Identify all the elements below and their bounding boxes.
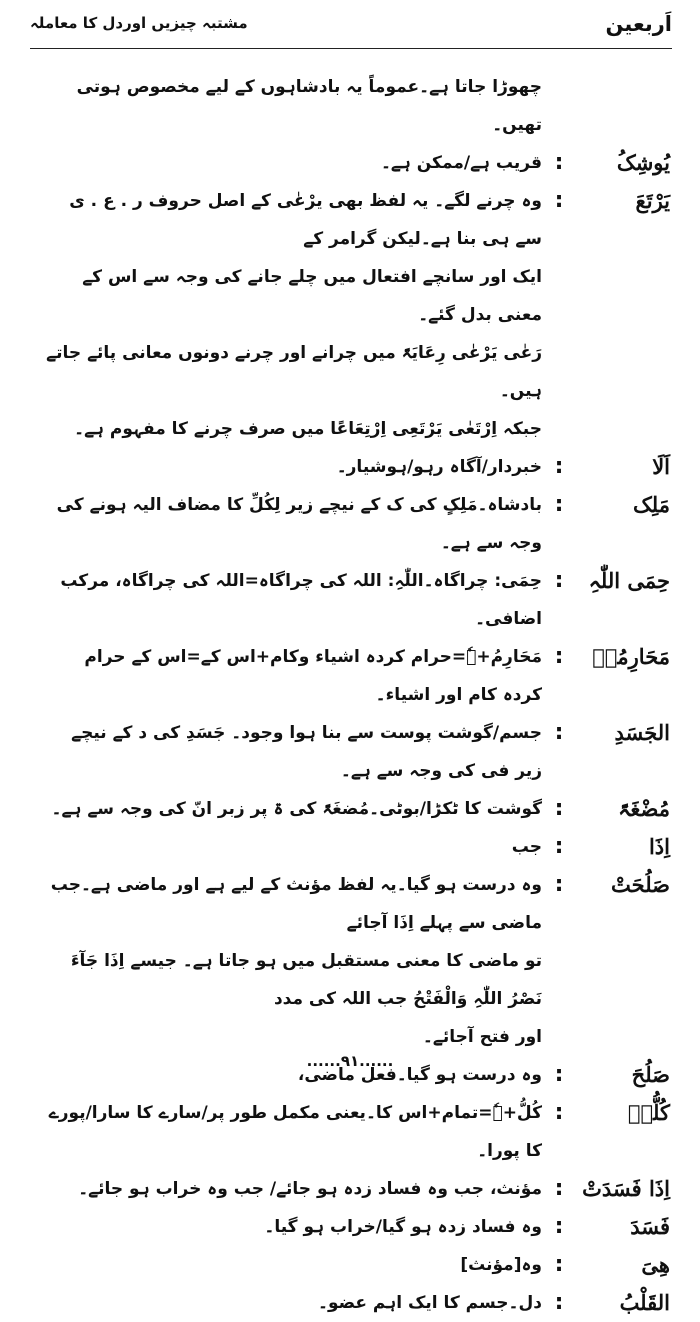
glossary-entry	[40, 866, 670, 1056]
glossary-term: صَلُحَ	[631, 1062, 670, 1087]
glossary-term: صَلُحَتْ	[611, 872, 670, 897]
definition-line: حِمَی: چراگاہ۔اللّٰہِ: اللہ کی چراگاہ=اللہ کی چراگاہ، مرکب اضافی۔	[60, 571, 542, 629]
glossary-definition	[40, 182, 542, 448]
glossary-term: اِذَا	[648, 834, 670, 859]
definition-line: وہ فساد زدہ ہو گیا/خراب ہو گیا۔	[264, 1217, 542, 1237]
definition-line: رَعٰی یَرْعٰی رِعَایَۃً میں چرانے اور چرنے دونوں معانی پائے جاتے ہیں۔	[46, 343, 542, 401]
glossary-entry	[40, 486, 670, 562]
glossary-term: حِمَی اللّٰہِ	[588, 568, 670, 593]
glossary-term: یَرْتَعَ	[635, 188, 670, 213]
definition-line: جبکہ اِرْتَعٰی یَرْتَعِی اِرْتِعَاعًا میں صرف چرنے کا مفہوم ہے۔	[74, 419, 542, 439]
term-separator: :	[554, 1252, 564, 1277]
glossary-entry	[40, 144, 670, 182]
definition-line: وہ چرنے لگے۔ یہ لفظ بھی یرْعٰی کے اصل حروف ر . ع . ی سے ہی بنا ہے۔لیکن گرامر کے	[69, 191, 542, 249]
glossary-definition	[40, 1246, 542, 1284]
glossary-definition	[40, 1284, 542, 1322]
glossary-definition	[40, 866, 542, 1056]
glossary-term: مَحَارِمُہٗ	[592, 644, 670, 669]
glossary-entry	[40, 1246, 670, 1284]
definition-line: بادشاہ۔مَلِکٍ کی ک کے نیچے زیر لِکُلِّ کا مضاف الیہ ہونے کی وجہ سے ہے۔	[56, 495, 542, 553]
definition-line: گوشت کا ٹکڑا/بوٹی۔مُضغَۃً کی ۃ پر زبر انّ کی وجہ سے ہے۔	[51, 799, 542, 819]
glossary-definition	[40, 562, 542, 638]
glossary-term: القَلْبُ	[619, 1290, 670, 1315]
glossary-term: فَسَدَ	[630, 1214, 670, 1239]
glossary-definition	[40, 144, 542, 182]
book-title: اَربعین	[605, 12, 672, 36]
term-separator: :	[554, 492, 564, 517]
term-separator: :	[554, 872, 564, 897]
term-separator: :	[554, 568, 564, 593]
glossary-term: مَلِک	[633, 492, 670, 517]
definition-line: دل۔جسم کا ایک اہم عضو۔	[318, 1293, 542, 1313]
glossary-definition	[40, 1094, 542, 1170]
definition-line: تو ماضی کا معنی مستقبل میں ہو جاتا ہے۔ جیسے اِذَا جَآءَ نَصْرُ اللّٰہِ وَالْفَتْحُ جب اللہ کی مدد	[70, 951, 542, 1009]
definition-line: جب	[511, 837, 542, 857]
chapter-title: مشتبہ چیزیں اوردل کا معاملہ	[30, 14, 248, 32]
glossary-definition	[40, 714, 542, 790]
term-separator: :	[554, 644, 564, 669]
definition-line: اور فتح آجائے۔	[422, 1027, 542, 1047]
definition-line: خبردار/آگاہ رہو/ہوشیار۔	[336, 457, 542, 477]
term-separator: :	[554, 834, 564, 859]
glossary-list	[40, 68, 670, 1322]
glossary-entry	[40, 1208, 670, 1246]
glossary-term: ھِیَ	[641, 1252, 670, 1277]
term-separator: :	[554, 1176, 564, 1201]
term-separator: :	[554, 1290, 564, 1315]
glossary-definition	[40, 638, 542, 714]
definition-line: مؤنث، جب وہ فساد زدہ ہو جائے/ جب وہ خراب ہو جائے۔	[78, 1179, 542, 1199]
glossary-entry	[40, 1170, 670, 1208]
glossary-term: الجَسَدِ	[614, 720, 670, 745]
glossary-definition	[40, 1170, 542, 1208]
term-separator: :	[554, 1214, 564, 1239]
term-separator: :	[554, 1062, 564, 1087]
page-number: ......۹۱......	[306, 1052, 394, 1070]
glossary-definition	[40, 828, 542, 866]
definition-line: وہ درست ہو گیا۔فعل ماضی،	[297, 1065, 542, 1085]
glossary-term: اِذَا فَسَدَتْ	[582, 1176, 670, 1201]
term-separator: :	[554, 188, 564, 213]
glossary-definition	[40, 448, 542, 486]
glossary-definition	[40, 790, 542, 828]
glossary-entry	[40, 714, 670, 790]
glossary-entry	[40, 1094, 670, 1170]
glossary-entry	[40, 638, 670, 714]
glossary-entry	[40, 562, 670, 638]
definition-line: ایک اور سانچے افتعال میں چلے جانے کی وجہ سے اس کے معنی بدل گئے۔	[82, 267, 542, 325]
glossary-entry	[40, 1284, 670, 1322]
glossary-definition	[40, 1208, 542, 1246]
page-header	[30, 8, 672, 49]
definition-line: قریب ہے/ممکن ہے۔	[380, 153, 542, 173]
term-separator: :	[554, 796, 564, 821]
definition-line: چھوڑا جاتا ہے۔عموماً یہ بادشاہوں کے لیے مخصوص ہوتی تھیں۔	[76, 77, 542, 135]
glossary-definition	[40, 486, 542, 562]
definition-line: وہ[مؤنث]	[460, 1255, 542, 1275]
definition-line: کُلُّ+ہٗ=تمام+اس کا۔یعنی مکمل طور پر/سارے کا سارا/پورے کا پورا۔	[48, 1103, 542, 1161]
glossary-entry	[40, 448, 670, 486]
glossary-entry	[40, 182, 670, 448]
term-separator: :	[554, 1100, 564, 1125]
term-separator: :	[554, 150, 564, 175]
glossary-entry	[40, 828, 670, 866]
glossary-term: کُلُّہٗ	[627, 1100, 670, 1125]
glossary-term: مُضْغَۃً	[618, 796, 670, 821]
glossary-entry	[40, 790, 670, 828]
definition-line: مَحَارِمُ+ہٗ=حرام کردہ اشیاء وکام+اس کے=اس کے حرام کردہ کام اور اشیاء۔	[84, 647, 542, 705]
definition-line: وہ درست ہو گیا۔یہ لفظ مؤنث کے لیے ہے اور ماضی ہے۔جب ماضی سے پہلے اِذَا آجائے	[50, 875, 542, 933]
glossary-term: یُوشِکُ	[616, 150, 670, 175]
definition-line: جسم/گوشت پوست سے بنا ہوا وجود۔ جَسَدِ کی د کے نیچے زیر فی کی وجہ سے ہے۔	[71, 723, 542, 781]
glossary-term: اَلَا	[652, 454, 670, 479]
term-separator: :	[554, 454, 564, 479]
glossary-entry	[40, 68, 670, 144]
glossary-definition	[40, 68, 542, 144]
term-separator: :	[554, 720, 564, 745]
